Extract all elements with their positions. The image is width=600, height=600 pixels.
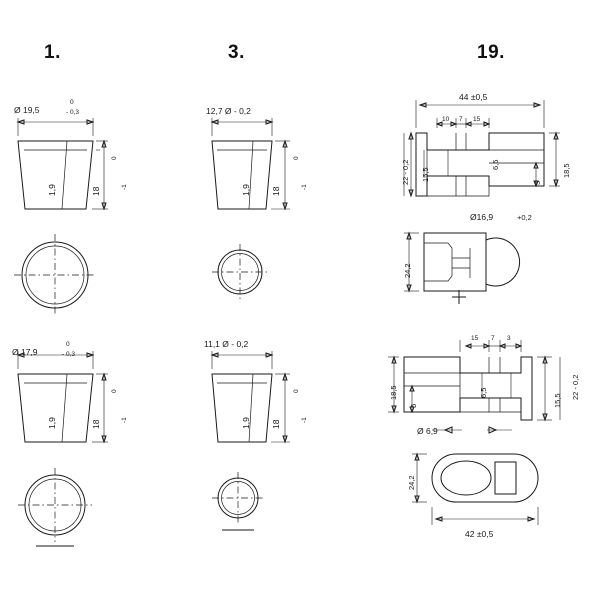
col19-lower-plan-outline [432, 454, 538, 502]
col1-bot-tol-lower: - 0,3 [62, 351, 76, 358]
col3-bot-front-outline [212, 374, 272, 442]
col3-bot-outer-height: 18 [271, 419, 281, 429]
col3-bot-height-tol-lower: -1 [301, 417, 308, 423]
col19-lower-notch-height: 6,5 [479, 387, 488, 398]
col1-bot-height-tol-upper: 0 [111, 389, 118, 393]
col1-top-height-tol-upper: 0 [111, 156, 118, 160]
col19-upper-plan-round [486, 238, 520, 286]
col1-bot-tol-upper: 0 [66, 341, 70, 348]
col1-top-diameter: Ø 19,5 [14, 105, 40, 115]
col1-top-inner-vert [62, 141, 67, 209]
col1-bot-outer-height: 18 [91, 419, 101, 429]
col3-top-inner-height: 1,9 [241, 184, 251, 196]
col1-top-inner-height: 1,9 [47, 184, 57, 196]
col19-upper-plan-depth: 24,2 [403, 263, 412, 278]
col3-top-diameter: 12,7 Ø - 0,2 [206, 106, 251, 116]
col3-top-outer-height: 18 [271, 186, 281, 196]
col1-top-tol-upper: 0 [70, 99, 74, 106]
col19-upper-seg-c: 15 [473, 116, 481, 123]
col19-lower-plan-ellipse [441, 461, 491, 495]
col19-lower-left-height: 18,5 [389, 385, 398, 400]
col19-lower-seg-c: 3 [507, 335, 511, 342]
column-title-19: 19. [477, 42, 505, 63]
col19-upper-width-total: 44 ±0,5 [459, 92, 488, 102]
col19-upper-left-height: 22 - 0,2 [401, 159, 410, 185]
col3-top-height-tol-lower: -1 [301, 184, 308, 190]
col3-bot-inner-height: 1,9 [241, 417, 251, 429]
col19-upper-plan-body [424, 233, 486, 291]
col3-top-height-tol-upper: 0 [293, 156, 300, 160]
column-title-3: 3. [228, 42, 245, 63]
col1-top-front-outline [18, 141, 93, 209]
col3-top-front-outline [212, 141, 272, 209]
col19-lower-plan-depth: 24,2 [407, 475, 416, 490]
col19-lower-left-small: 5 [409, 403, 418, 408]
col19-lower-right-height: 22 - 0,2 [571, 374, 580, 400]
col19-upper-seg-b: 7 [459, 116, 463, 123]
col1-bot-diameter: Ø 17,9 [12, 347, 38, 357]
column-title-1: 1. [44, 42, 61, 63]
col19-lower-right-inner-height: 15,5 [553, 393, 562, 408]
col1-top-height-tol-lower: -1 [121, 184, 128, 190]
col3-bot-height-tol-upper: 0 [293, 389, 300, 393]
col19-lower-plan-rect [495, 462, 516, 494]
col19-lower-seg-b: 7 [491, 335, 495, 342]
col19-upper-left-inner-height: 15,5 [421, 167, 430, 182]
col1-bot-front-outline [18, 374, 93, 442]
col3-bot-diameter: 11,1 Ø - 0,2 [204, 339, 249, 349]
col19-lower-seg-a: 15 [471, 335, 479, 342]
col19-lower-width-total: 42 ±0,5 [465, 529, 494, 539]
col19-upper-front-outline [416, 133, 544, 196]
col19-upper-right-height: 18,5 [562, 163, 571, 178]
col19-upper-bore: Ø16,9 [470, 212, 494, 222]
col1-bot-height-tol-lower: -1 [121, 417, 128, 423]
col19-upper-right-small: 5 [533, 180, 542, 185]
col19-lower-front-outline [404, 357, 532, 420]
col19-lower-bore: Ø 6,9 [417, 426, 438, 436]
col1-top-outer-height: 18 [91, 186, 101, 196]
col1-bot-inner-height: 1,9 [47, 417, 57, 429]
col1-top-tol-lower: - 0,3 [66, 109, 80, 116]
col19-upper-seg-a: 10 [442, 116, 450, 123]
col19-upper-notch-height: 6,5 [491, 159, 500, 170]
col3-top-plan-outer [218, 250, 262, 294]
col19-upper-bore-tol: +0,2 [517, 213, 532, 222]
